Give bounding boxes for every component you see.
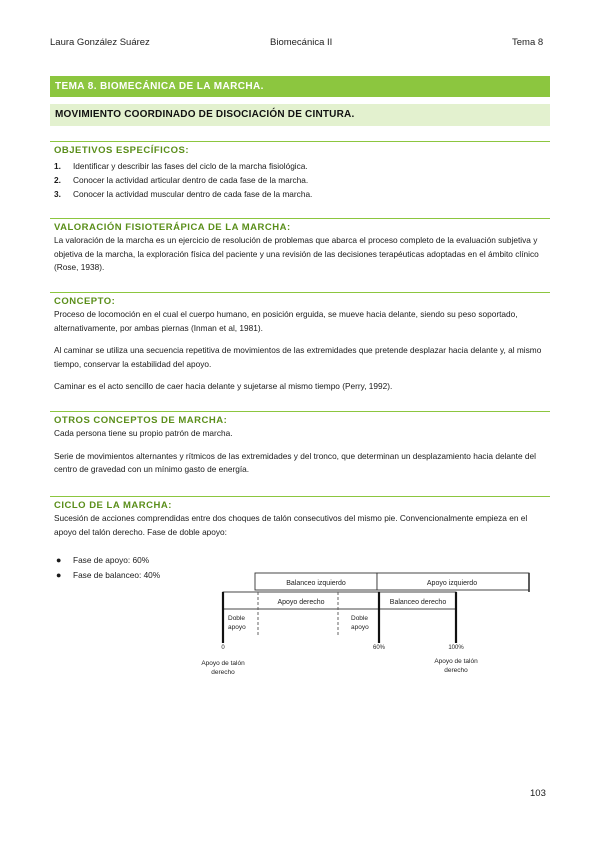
label-doble-apoyo-1: Doble bbox=[228, 615, 245, 622]
svg-text:apoyo: apoyo bbox=[351, 624, 369, 631]
tick-0: 0 bbox=[221, 645, 225, 651]
section-divider bbox=[50, 292, 550, 293]
list-item: 2. Conocer la actividad articular dentro de cada fase de la marcha. bbox=[54, 174, 309, 185]
phases-list bbox=[56, 553, 160, 582]
valoracion-text: La valoración de la marcha es un ejercicio de resolución de problemas que abarca el proceso completo de la evaluación subjetiva y objetiva de la marcha, la exploración física del paciente y una revisión de las decisiones terapéuticas adoptadas en el ámbito clínico (Rose, 1938). bbox=[54, 235, 539, 273]
concepto-paragraph: Caminar es el acto sencillo de caer hacia delante y sujetarse al mismo tiempo (Perry, 1992). bbox=[54, 381, 393, 392]
section-title-objetivos: OBJETIVOS ESPECÍFICOS: bbox=[54, 145, 190, 156]
section-title-concepto: CONCEPTO: bbox=[54, 296, 116, 307]
otros-paragraph: Serie de movimientos alternantes y rítmicos de las extremidades y del tronco, que determinan un desplazamiento hacia delante del centro de gravedad con un mínimo gasto de energía. bbox=[54, 450, 536, 475]
title-banner: TEMA 8. BIOMECÁNICA DE LA MARCHA. bbox=[50, 76, 550, 97]
section-divider bbox=[50, 141, 550, 142]
header-author: Laura González Suárez bbox=[50, 37, 150, 48]
objetivos-list bbox=[54, 160, 550, 201]
section-valoracion bbox=[50, 218, 550, 275]
header-subject: Biomecánica II bbox=[270, 37, 333, 48]
gait-cycle-diagram bbox=[190, 565, 560, 685]
list-item: ● Fase de balanceo: 40% bbox=[56, 568, 160, 583]
section-title-ciclo: CICLO DE LA MARCHA: bbox=[54, 500, 172, 511]
section-title-otros: OTROS CONCEPTOS DE MARCHA: bbox=[54, 415, 228, 426]
section-otros bbox=[50, 411, 550, 486]
label-end: Apoyo de talón bbox=[434, 658, 478, 665]
otros-paragraph: Cada persona tiene su propio patrón de marcha. bbox=[54, 428, 233, 438]
label-apoyo-derecho: Apoyo derecho bbox=[277, 599, 325, 606]
list-item: 1. Identificar y describir las fases del ciclo de la marcha fisiológica. bbox=[54, 161, 308, 171]
label-balanceo-derecho: Balanceo derecho bbox=[389, 599, 447, 606]
concepto-paragraph: Al caminar se utiliza una secuencia repetitiva de movimientos de las extremidades que pretende desplazar hacia delante y, al mismo tiempo, conservar la estabilidad del apoyo. bbox=[54, 345, 542, 369]
label-balanceo-izquierdo: Balanceo izquierdo bbox=[286, 580, 346, 587]
page-number: 103 bbox=[530, 788, 546, 799]
section-ciclo bbox=[50, 496, 550, 539]
section-concepto bbox=[50, 292, 550, 403]
label-start: Apoyo de talón bbox=[201, 660, 245, 667]
svg-text:apoyo: apoyo bbox=[228, 624, 246, 631]
section-divider bbox=[50, 218, 550, 219]
svg-text:derecho: derecho bbox=[211, 669, 235, 676]
header-topic: Tema 8 bbox=[512, 37, 544, 48]
concepto-paragraph: Proceso de locomoción en el cual el cuerpo humano, en posición erguida, se mueve hacia delante, siendo su peso soportado, alternativamente, por ambas piernas (Inman et al, 1981). bbox=[54, 309, 518, 333]
tick-100: 100% bbox=[448, 645, 464, 651]
section-divider bbox=[50, 411, 550, 412]
svg-text:derecho: derecho bbox=[444, 667, 468, 674]
subtitle-banner: MOVIMIENTO COORDINADO DE DISOCIACIÓN DE CINTURA. bbox=[50, 104, 550, 126]
list-item: 3. Conocer la actividad muscular dentro de cada fase de la marcha. bbox=[54, 188, 313, 199]
bullet-icon: ● bbox=[56, 569, 62, 580]
label-apoyo-izquierdo: Apoyo izquierdo bbox=[426, 580, 478, 587]
section-title-valoracion: VALORACIÓN FISIOTERÁPICA DE LA MARCHA: bbox=[54, 222, 291, 233]
section-divider bbox=[50, 496, 550, 497]
bullet-icon: ● bbox=[56, 555, 62, 565]
section-objetivos bbox=[50, 141, 550, 201]
label-doble-apoyo-2: Doble bbox=[351, 615, 368, 622]
ciclo-paragraph: Sucesión de acciones comprendidas entre dos choques de talón consecutivos del mismo pie. Convencionalmente empieza en el apoyo del talón derecho. Fase de doble apoyo: bbox=[54, 513, 528, 537]
list-item: ● Fase de apoyo: 60% bbox=[56, 553, 160, 568]
tick-60: 60% bbox=[372, 645, 386, 651]
